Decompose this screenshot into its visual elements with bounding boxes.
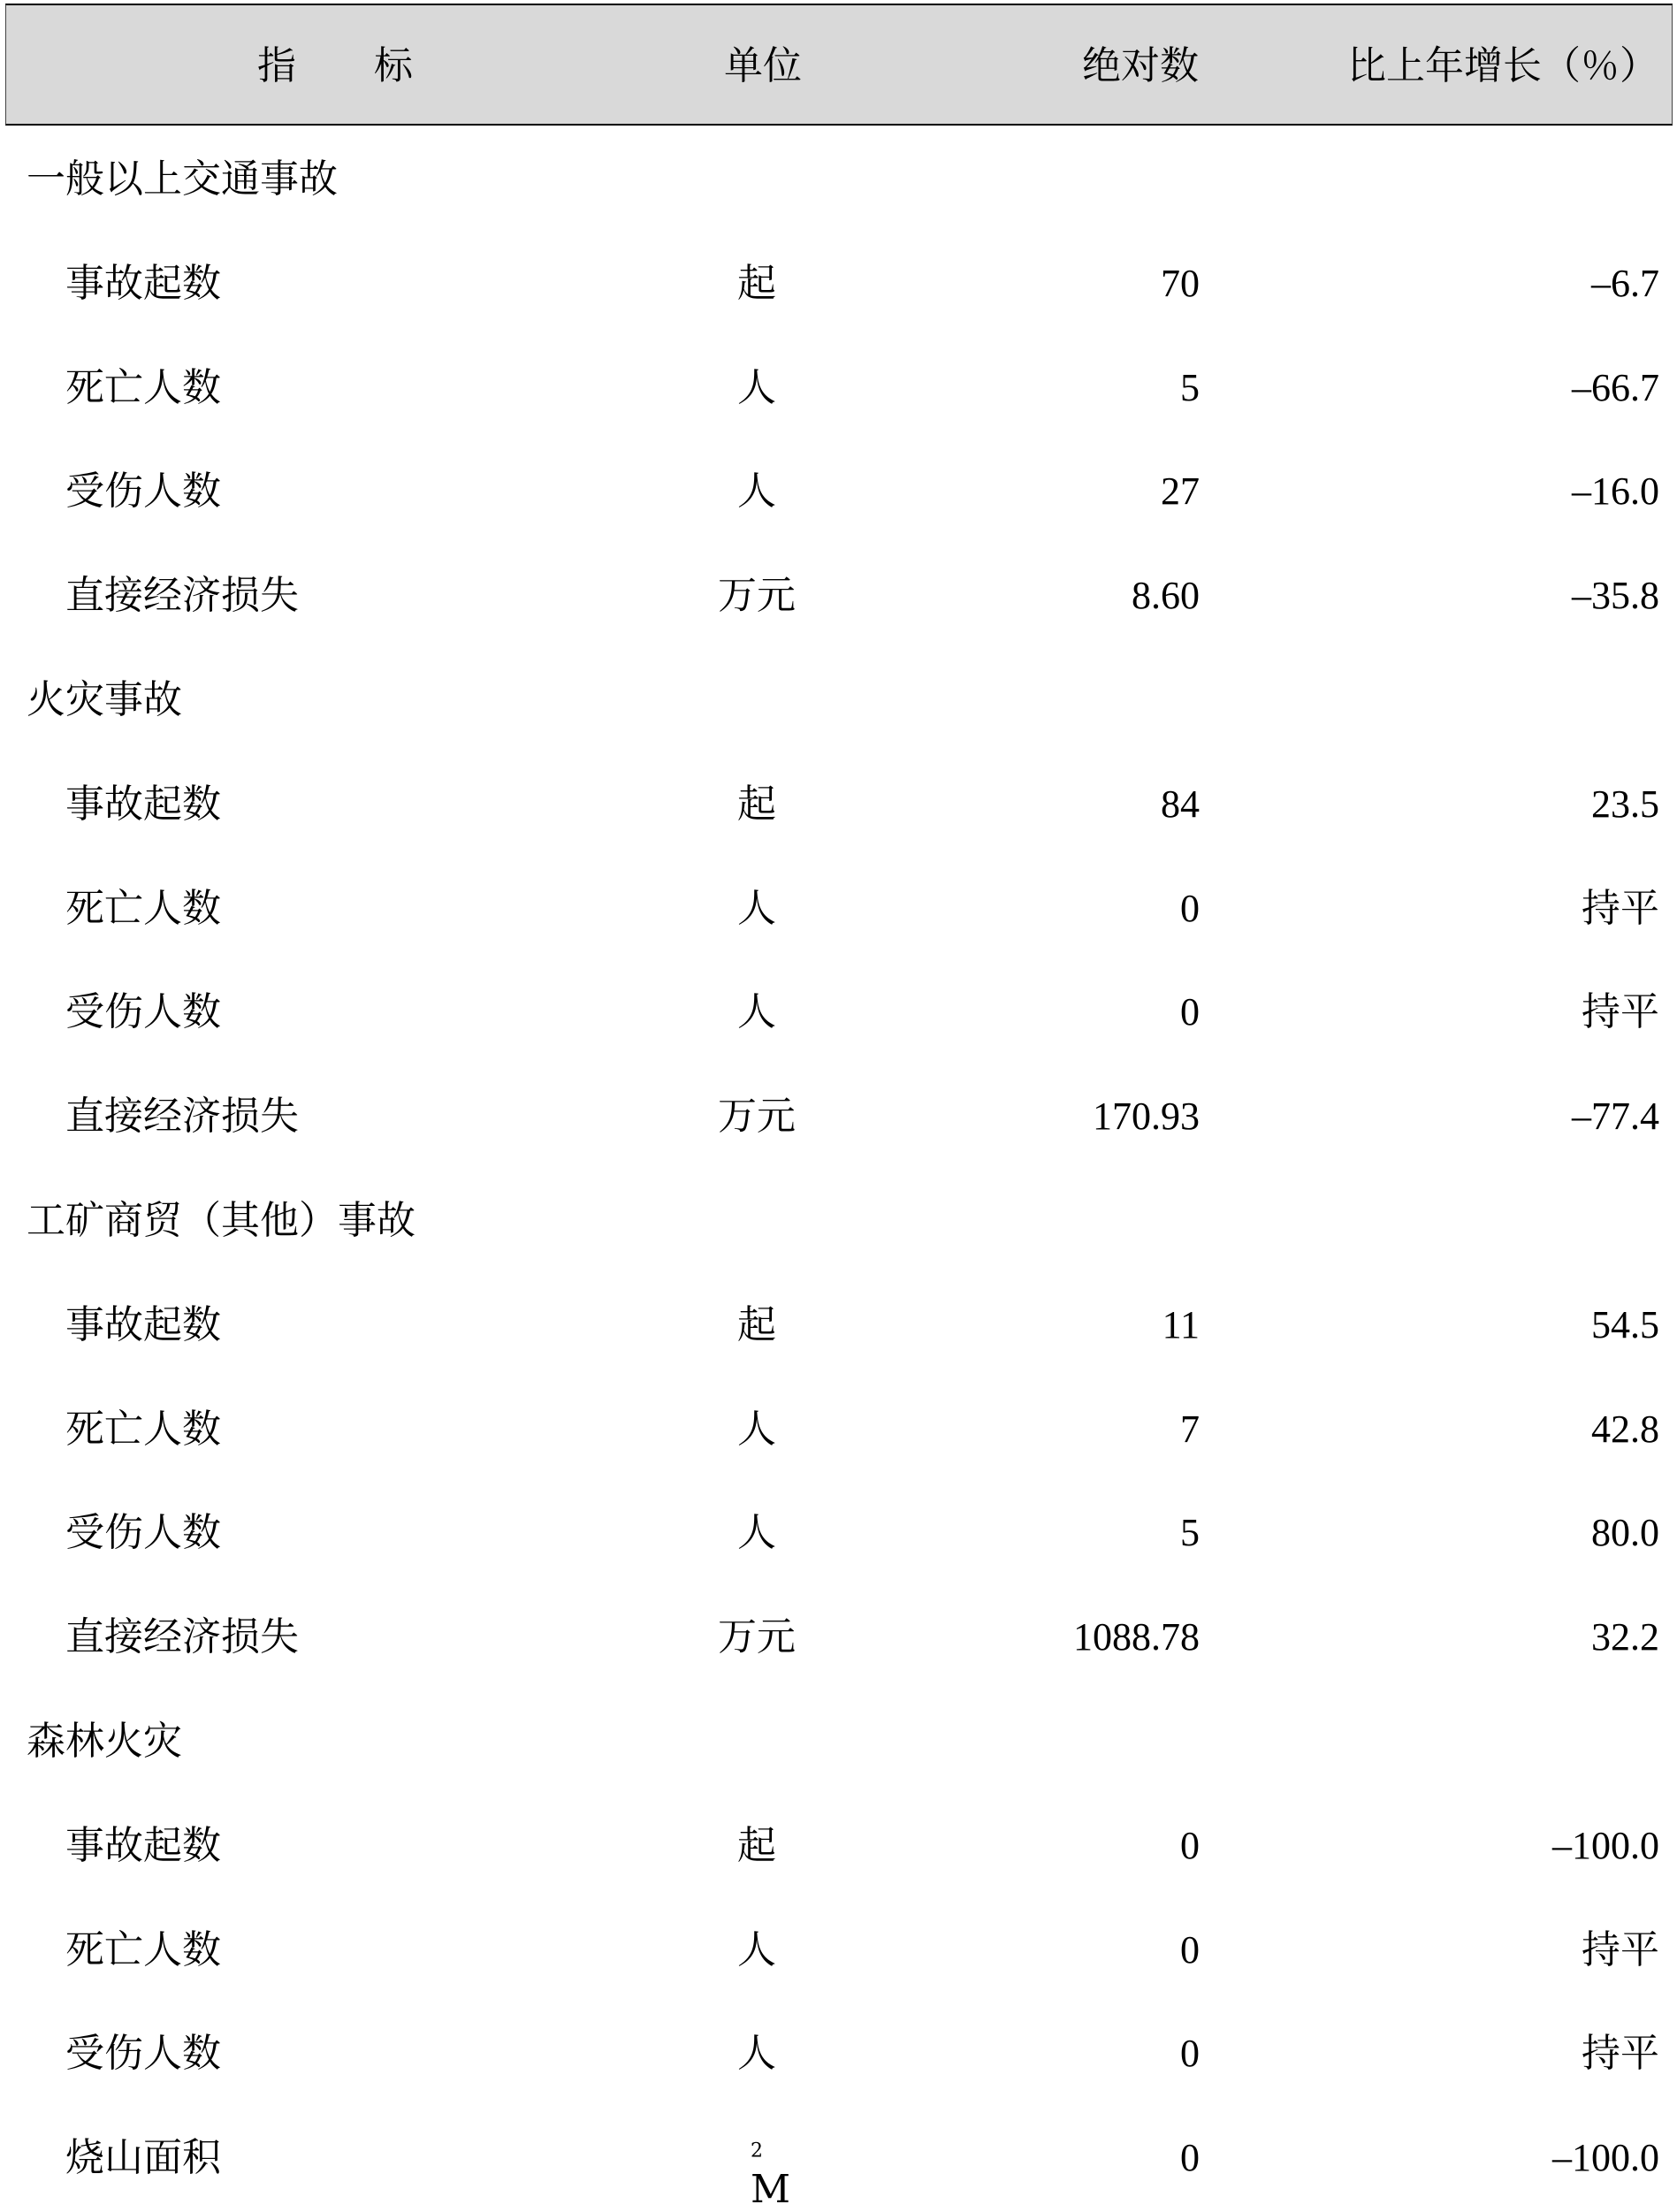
row-growth: –77.4 [1572,1095,1659,1139]
row-name: 死亡人数 [65,1406,221,1452]
table-row [5,542,1673,646]
header-absolute: 绝对数 [1082,43,1199,88]
unit-base: M [751,2167,791,2212]
row-name: 受伤人数 [65,2031,221,2077]
row-growth: 持平 [1582,886,1659,930]
table-row [5,1896,1673,2001]
row-name: 受伤人数 [65,989,221,1035]
row-absolute: 5 [1180,365,1200,409]
row-name: 直接经济损失 [65,1094,299,1140]
row-absolute: 70 [1161,261,1200,305]
table-header [5,4,1673,126]
table-row [5,1792,1673,1896]
row-growth: –66.7 [1572,365,1659,409]
row-name: 事故起数 [65,260,221,306]
row-growth: 持平 [1582,990,1659,1034]
row-absolute: 0 [1180,1927,1200,1972]
row-growth: 持平 [1582,2032,1659,2076]
row-absolute: 0 [1180,990,1200,1034]
row-growth: 32.2 [1591,1615,1659,1659]
row-unit: 人 [737,1926,776,1972]
table-row [5,855,1673,959]
table-row [5,230,1673,334]
row-name: 烧山面积 [65,2135,221,2181]
header-growth: 比上年增长（％） [1347,43,1658,88]
row-name: 受伤人数 [65,1510,221,1556]
row-name: 死亡人数 [65,364,221,410]
unit-superscript: 2 [751,2140,763,2162]
row-absolute: 11 [1162,1302,1200,1346]
row-name: 直接经济损失 [65,1614,299,1660]
row-growth: –100.0 [1552,2136,1659,2180]
section-title: 森林火灾 [27,1718,182,1764]
row-name: 事故起数 [65,1301,221,1347]
row-absolute: 84 [1161,782,1200,826]
section-row [5,646,1673,751]
row-unit: 人 [737,364,776,410]
row-unit: 人 [737,989,776,1035]
row-absolute: 27 [1161,469,1200,514]
row-growth: 80.0 [1591,1511,1659,1555]
row-absolute: 7 [1180,1407,1200,1451]
row-unit: 万元 [718,1614,796,1660]
row-absolute: 0 [1180,2136,1200,2180]
table-row [5,1479,1673,1583]
header-unit: 单位 [724,43,802,88]
row-unit: 起 [737,1822,776,1868]
row-unit: 人 [737,1406,776,1452]
row-absolute: 0 [1180,2032,1200,2076]
row-growth: 持平 [1582,1927,1659,1972]
row-growth: –100.0 [1552,1823,1659,1867]
row-unit: 人 [737,2031,776,2077]
table-row [5,438,1673,542]
table-body [5,126,1673,2212]
header-indicator: 指 标 [257,43,413,88]
row-absolute: 5 [1180,1511,1200,1555]
row-name: 事故起数 [65,1822,221,1868]
table-row [5,1063,1673,1167]
row-unit: 人 [737,1510,776,1556]
table-row [5,1583,1673,1688]
row-growth: 23.5 [1591,782,1659,826]
row-absolute: 0 [1180,1823,1200,1867]
row-unit: 起 [737,260,776,306]
table-row [5,334,1673,439]
row-absolute: 170.93 [1093,1095,1200,1139]
row-name: 受伤人数 [65,469,221,515]
row-unit [5,2136,1508,2212]
row-growth: –16.0 [1572,469,1659,514]
row-name: 直接经济损失 [65,573,299,619]
row-name: 死亡人数 [65,885,221,931]
row-growth: 42.8 [1591,1407,1659,1451]
section-row [5,126,1673,230]
row-absolute: 8.60 [1132,574,1200,618]
table-row [5,2000,1673,2104]
row-growth: –6.7 [1591,261,1659,305]
row-absolute: 0 [1180,886,1200,930]
row-growth: 54.5 [1591,1302,1659,1346]
row-unit: 万元 [718,573,796,619]
row-unit: 人 [737,885,776,931]
section-row [5,1688,1673,1792]
row-unit: 起 [737,1301,776,1347]
row-absolute: 1088.78 [1073,1615,1200,1659]
table-row [5,1376,1673,1480]
section-title: 火灾事故 [27,676,182,722]
row-name: 事故起数 [65,781,221,827]
table-row [5,1271,1673,1376]
table-row [5,2104,1673,2212]
section-title: 工矿商贸（其他）事故 [27,1197,415,1243]
row-unit: 人 [737,469,776,515]
row-unit: 万元 [718,1094,796,1140]
table-row [5,958,1673,1063]
row-name: 死亡人数 [65,1926,221,1972]
row-growth: –35.8 [1572,574,1659,618]
section-row [5,1167,1673,1271]
row-unit: 起 [737,781,776,827]
statistics-table [5,4,1673,2212]
section-title: 一般以上交通事故 [27,156,338,202]
table-row [5,751,1673,855]
